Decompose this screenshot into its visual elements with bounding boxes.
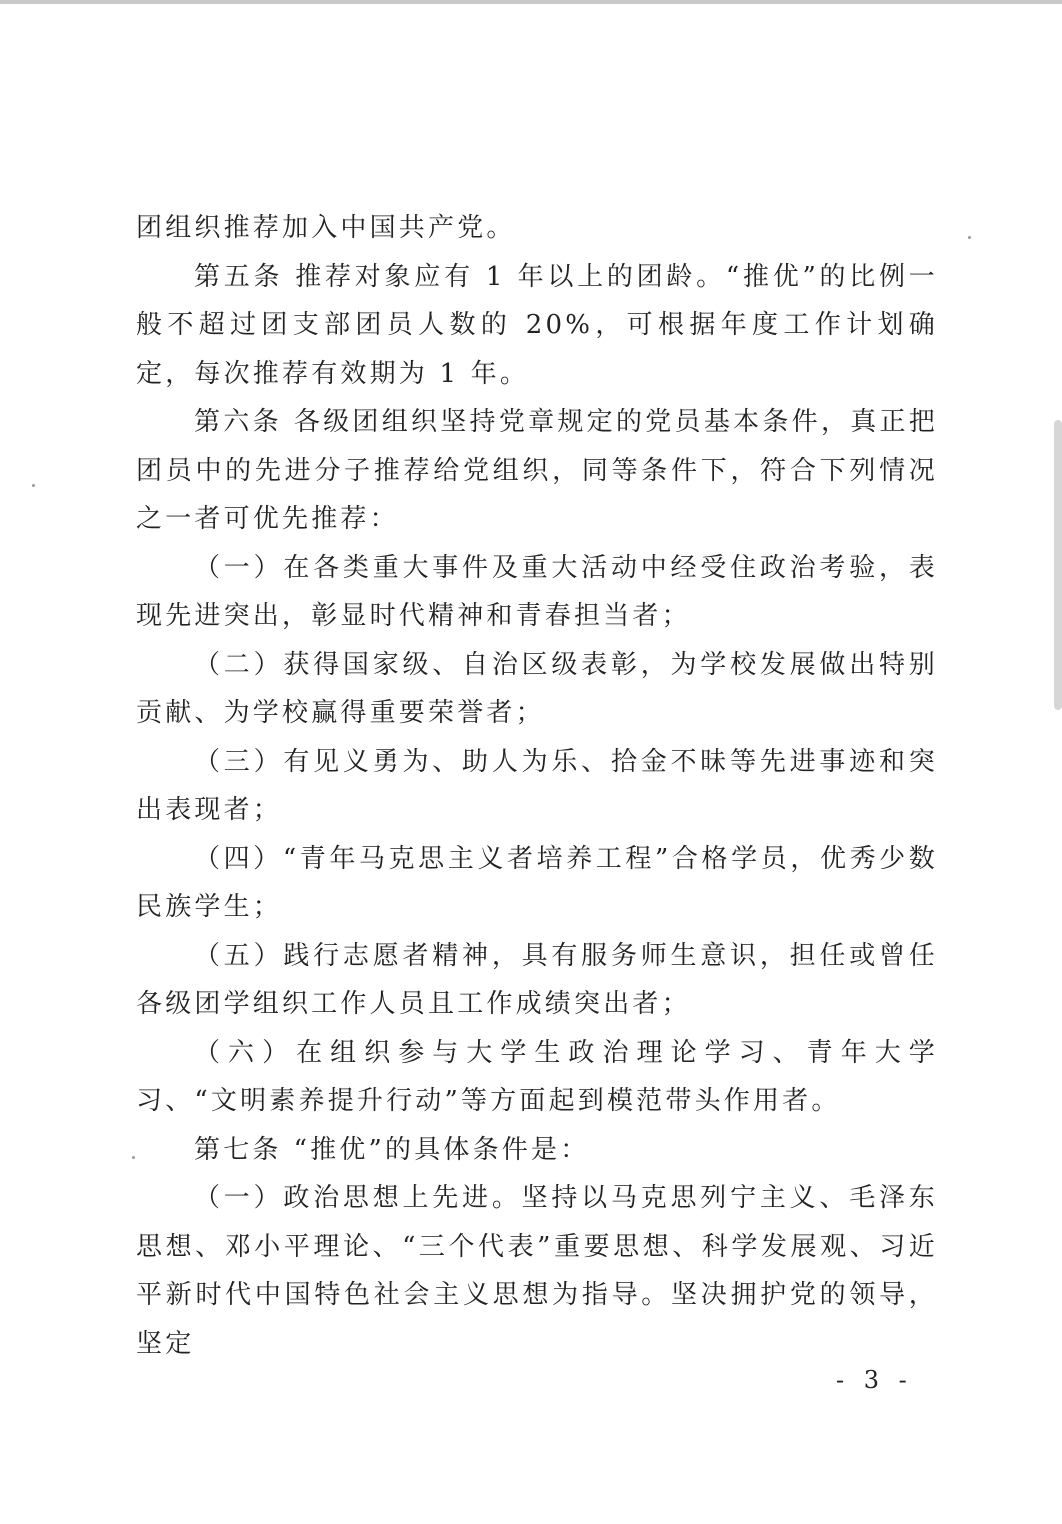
- top-edge: [0, 0, 1062, 4]
- body-paragraph: [136, 1029, 938, 1126]
- document-body: [136, 204, 938, 1368]
- paragraph-text: （四）“青年马克思主义者培养工程”合格学员，优秀少数民族学生；: [136, 843, 938, 922]
- paragraph-text: 各级团组织坚持党章规定的党员基本条件，真正把团员中的先进分子推荐给党组织，同等条件下，符合下列情况之一者可优先推荐：: [136, 407, 938, 534]
- paragraph-text: “推优”的具体条件是：: [293, 1134, 590, 1165]
- scan-speck: [32, 484, 35, 487]
- article-paragraph: [136, 398, 938, 544]
- paragraph-text: 推荐对象应有 1 年以上的团龄。“推优”的比例一般不超过团支部团员人数的 20%，可根据年度工作计划确定，每次推荐有效期为 1 年。: [136, 261, 938, 389]
- body-paragraph: [136, 204, 938, 253]
- article-paragraph: [136, 1126, 938, 1175]
- body-paragraph: [136, 1174, 938, 1368]
- article-paragraph: [136, 253, 938, 399]
- paragraph-text: （六）在组织参与大学生政治理论学习、青年大学习、“文明素养提升行动”等方面起到模范带头作用者。: [136, 1037, 938, 1116]
- paragraph-text: （二）获得国家级、自治区级表彰，为学校发展做出特别贡献、为学校赢得重要荣誉者；: [136, 649, 938, 728]
- body-paragraph: [136, 835, 938, 932]
- body-paragraph: [136, 932, 938, 1029]
- article-label: 第七条: [194, 1134, 282, 1165]
- body-paragraph: [136, 641, 938, 738]
- paragraph-text: （一）政治思想上先进。坚持以马克思列宁主义、毛泽东思想、邓小平理论、“三个代表”重要思想、科学发展观、习近平新时代中国特色社会主义思想为指导。坚决拥护党的领导，坚定: [136, 1183, 938, 1359]
- paragraph-text: （三）有见义勇为、助人为乐、拾金不昧等先进事迹和突出表现者；: [136, 746, 938, 825]
- body-paragraph: [136, 544, 938, 641]
- scan-speck: [968, 236, 971, 239]
- paragraph-text: （五）践行志愿者精神，具有服务师生意识，担任或曾任各级团学组织工作人员且工作成绩突出者；: [136, 940, 938, 1019]
- paragraph-text: 团组织推荐加入中国共产党。: [136, 213, 516, 243]
- article-label: 第六条: [194, 407, 282, 437]
- body-paragraph: [136, 738, 938, 835]
- scrollbar[interactable]: [1054, 420, 1062, 710]
- page-number: - 3 -: [836, 1366, 913, 1394]
- article-label: 第五条: [194, 261, 284, 292]
- paragraph-text: （一）在各类重大事件及重大活动中经受住政治考验，表现先进突出，彰显时代精神和青春担当者；: [136, 552, 938, 631]
- scan-speck: [132, 1156, 135, 1159]
